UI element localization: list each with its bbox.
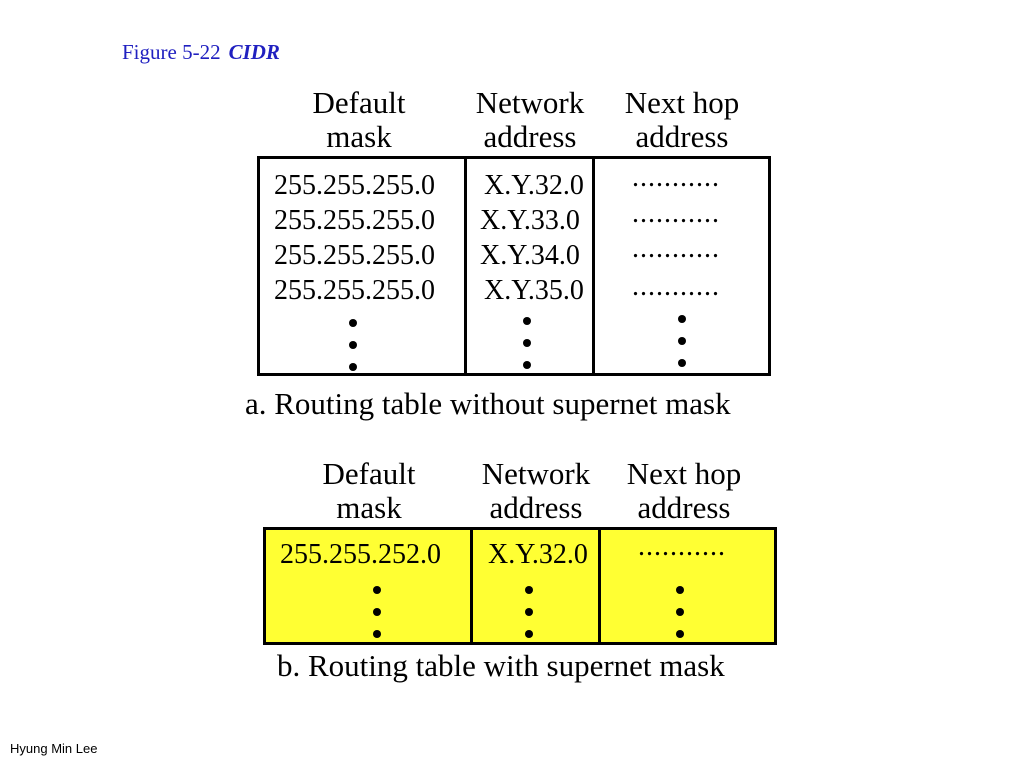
figure-caption (122, 40, 280, 65)
table-a-divider-1 (464, 159, 467, 373)
table-b-vertical-ellipsis-3 (676, 586, 684, 652)
figure-name: CIDR (228, 40, 280, 64)
table-b-header-next-hop: Next hop address (626, 456, 742, 525)
table-a-vertical-ellipsis-2 (523, 317, 531, 383)
table-a-header-default-mask: Default mask (312, 85, 406, 154)
table-b-vertical-ellipsis-1 (373, 586, 381, 652)
table-a-row-4-mask: 255.255.255.0 (274, 275, 435, 306)
table-a-header-next-hop: Next hop address (624, 85, 740, 154)
routing-table-a (257, 156, 771, 376)
table-b-divider-1 (470, 530, 473, 642)
table-b-header-default-mask: Default mask (322, 456, 416, 525)
table-a-header-network-address: Network address (475, 85, 585, 154)
table-b-caption: b. Routing table with supernet mask (277, 648, 725, 683)
table-a-row-2-nexthop: ........... (632, 198, 720, 229)
table-a-row-3-nexthop: ........... (632, 233, 720, 264)
table-b-row-1-nexthop: ........... (638, 531, 726, 562)
table-a-row-2-network: X.Y.33.0 (480, 205, 580, 236)
table-b-vertical-ellipsis-2 (525, 586, 533, 652)
table-a-vertical-ellipsis-3 (678, 315, 686, 381)
figure-label: Figure 5-22 (122, 40, 221, 64)
table-a-row-1-mask: 255.255.255.0 (274, 170, 435, 201)
table-a-row-4-network: X.Y.35.0 (484, 275, 584, 306)
table-a-divider-2 (592, 159, 595, 373)
table-a-row-4-nexthop: ........... (632, 271, 720, 302)
table-b-row-1-mask: 255.255.252.0 (280, 539, 441, 570)
table-b-divider-2 (598, 530, 601, 642)
table-a-row-1-network: X.Y.32.0 (484, 170, 584, 201)
table-a-row-2-mask: 255.255.255.0 (274, 205, 435, 236)
routing-table-b (263, 527, 777, 645)
table-a-vertical-ellipsis-1 (349, 319, 357, 385)
table-a-row-3-mask: 255.255.255.0 (274, 240, 435, 271)
table-a-caption: a. Routing table without supernet mask (245, 386, 731, 421)
table-a-row-1-nexthop: ........... (632, 162, 720, 193)
table-b-row-1-network: X.Y.32.0 (488, 539, 588, 570)
author-name: Hyung Min Lee (10, 741, 98, 756)
table-b-header-network-address: Network address (481, 456, 591, 525)
table-a-row-3-network: X.Y.34.0 (480, 240, 580, 271)
